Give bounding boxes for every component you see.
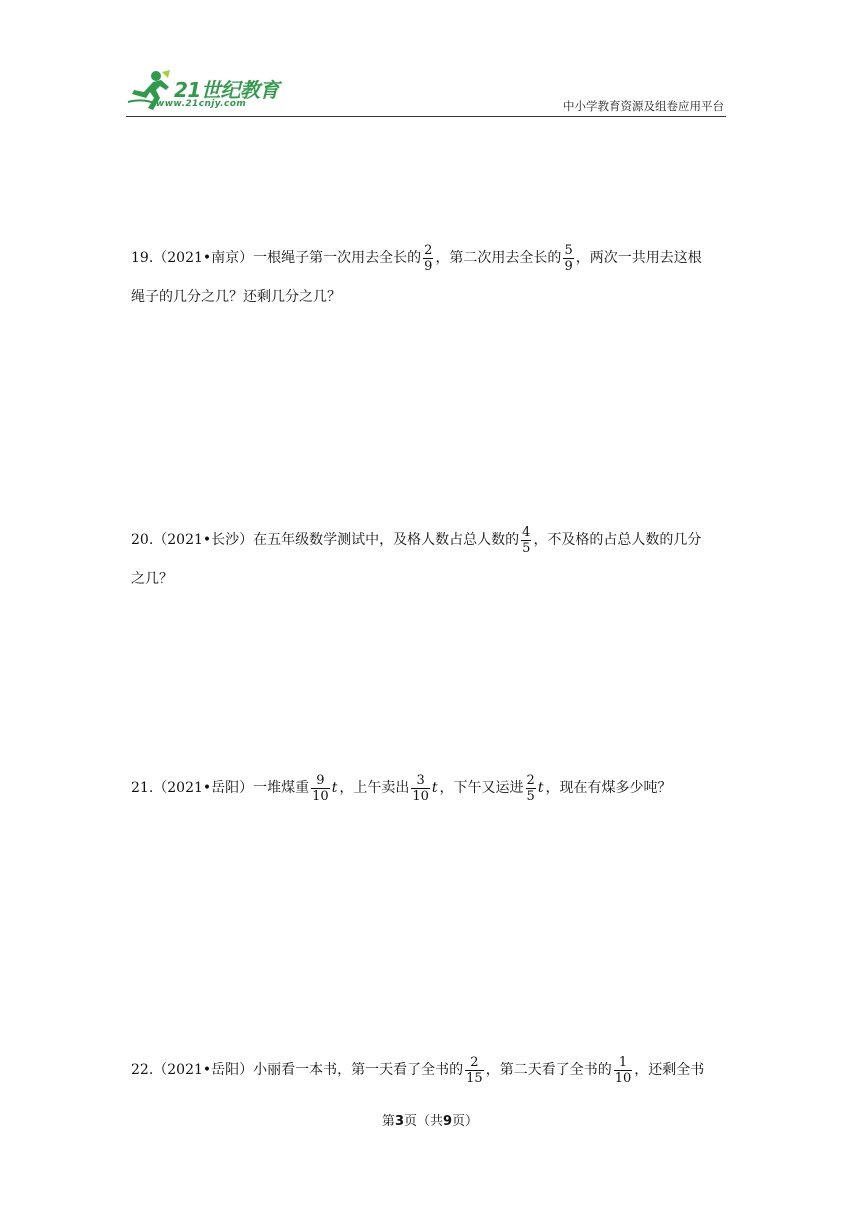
- question-text: ，下午又运进: [439, 780, 524, 796]
- question-22: [131, 1050, 731, 1090]
- unit: t: [331, 780, 338, 796]
- question-line: [131, 1050, 731, 1090]
- denominator: 15: [466, 1070, 483, 1086]
- logo-text: 21世纪教育: [174, 78, 279, 102]
- question-line: [131, 238, 731, 278]
- page-footer: [0, 1110, 860, 1129]
- question-text: 22.（2021•岳阳）小丽看一本书，第一天看了全书的: [131, 1062, 464, 1078]
- fraction: [423, 243, 433, 274]
- denominator: 10: [412, 788, 429, 804]
- fraction: [411, 773, 430, 804]
- question-line: [131, 520, 731, 560]
- platform-name: 中小学教育资源及组卷应用平台: [563, 99, 724, 113]
- header-rule: [126, 116, 726, 117]
- question-text: 绳子的几分之几？还剩几分之几？: [131, 289, 341, 305]
- footer-text: 第: [381, 1114, 395, 1129]
- question-text: ，第二天看了全书的: [485, 1062, 612, 1078]
- fraction: [465, 1055, 484, 1086]
- unit: t: [537, 780, 544, 796]
- denominator: 10: [614, 1070, 632, 1086]
- denominator: 9: [424, 258, 433, 274]
- denominator: 5: [522, 540, 531, 556]
- denominator: 9: [564, 258, 573, 274]
- fraction: [614, 1055, 633, 1086]
- total-pages: 9: [443, 1114, 453, 1129]
- question-text: ，两次一共用去这根: [575, 250, 702, 266]
- question-text: ，第二次用去全长的: [435, 250, 562, 266]
- footer-text: 页（共: [403, 1114, 443, 1129]
- question-line: [131, 568, 731, 590]
- question-text: ，不及格的占总人数的几分: [533, 532, 702, 548]
- numerator: 3: [416, 772, 425, 788]
- question-20: [131, 520, 731, 590]
- fraction: [563, 243, 573, 274]
- numerator: 9: [316, 772, 325, 788]
- fraction: [311, 773, 330, 804]
- numerator: 2: [526, 772, 535, 788]
- numerator: 2: [470, 1054, 479, 1070]
- question-text: 之几？: [131, 571, 173, 587]
- denominator: 10: [312, 788, 329, 804]
- question-text: ，上午卖出: [339, 780, 410, 796]
- footer-text: 页）: [452, 1114, 479, 1129]
- question-line: [131, 768, 731, 808]
- question-text: ，还剩全书: [634, 1062, 705, 1078]
- unit: t: [431, 780, 438, 796]
- numerator: 4: [522, 524, 531, 540]
- fraction: [526, 773, 536, 804]
- logo: [126, 66, 296, 116]
- denominator: 5: [526, 788, 535, 804]
- page-header: [126, 66, 726, 118]
- page-number: 3: [394, 1114, 404, 1129]
- numerator: 1: [618, 1054, 628, 1070]
- question-line: [131, 286, 731, 308]
- question-text: 20.（2021•长沙）在五年级数学测试中，及格人数占总人数的: [131, 532, 520, 548]
- question-21: [131, 768, 731, 808]
- question-text: 19.（2021•南京）一根绳子第一次用去全长的: [131, 250, 422, 266]
- logo-url: www.21cnjy.com: [156, 99, 247, 109]
- question-text: ，现在有煤多少吨？: [545, 780, 672, 796]
- numerator: 2: [424, 242, 433, 258]
- question-text: 21.（2021•岳阳）一堆煤重: [131, 780, 310, 796]
- fraction: [521, 525, 531, 556]
- question-19: [131, 238, 731, 308]
- numerator: 5: [564, 242, 573, 258]
